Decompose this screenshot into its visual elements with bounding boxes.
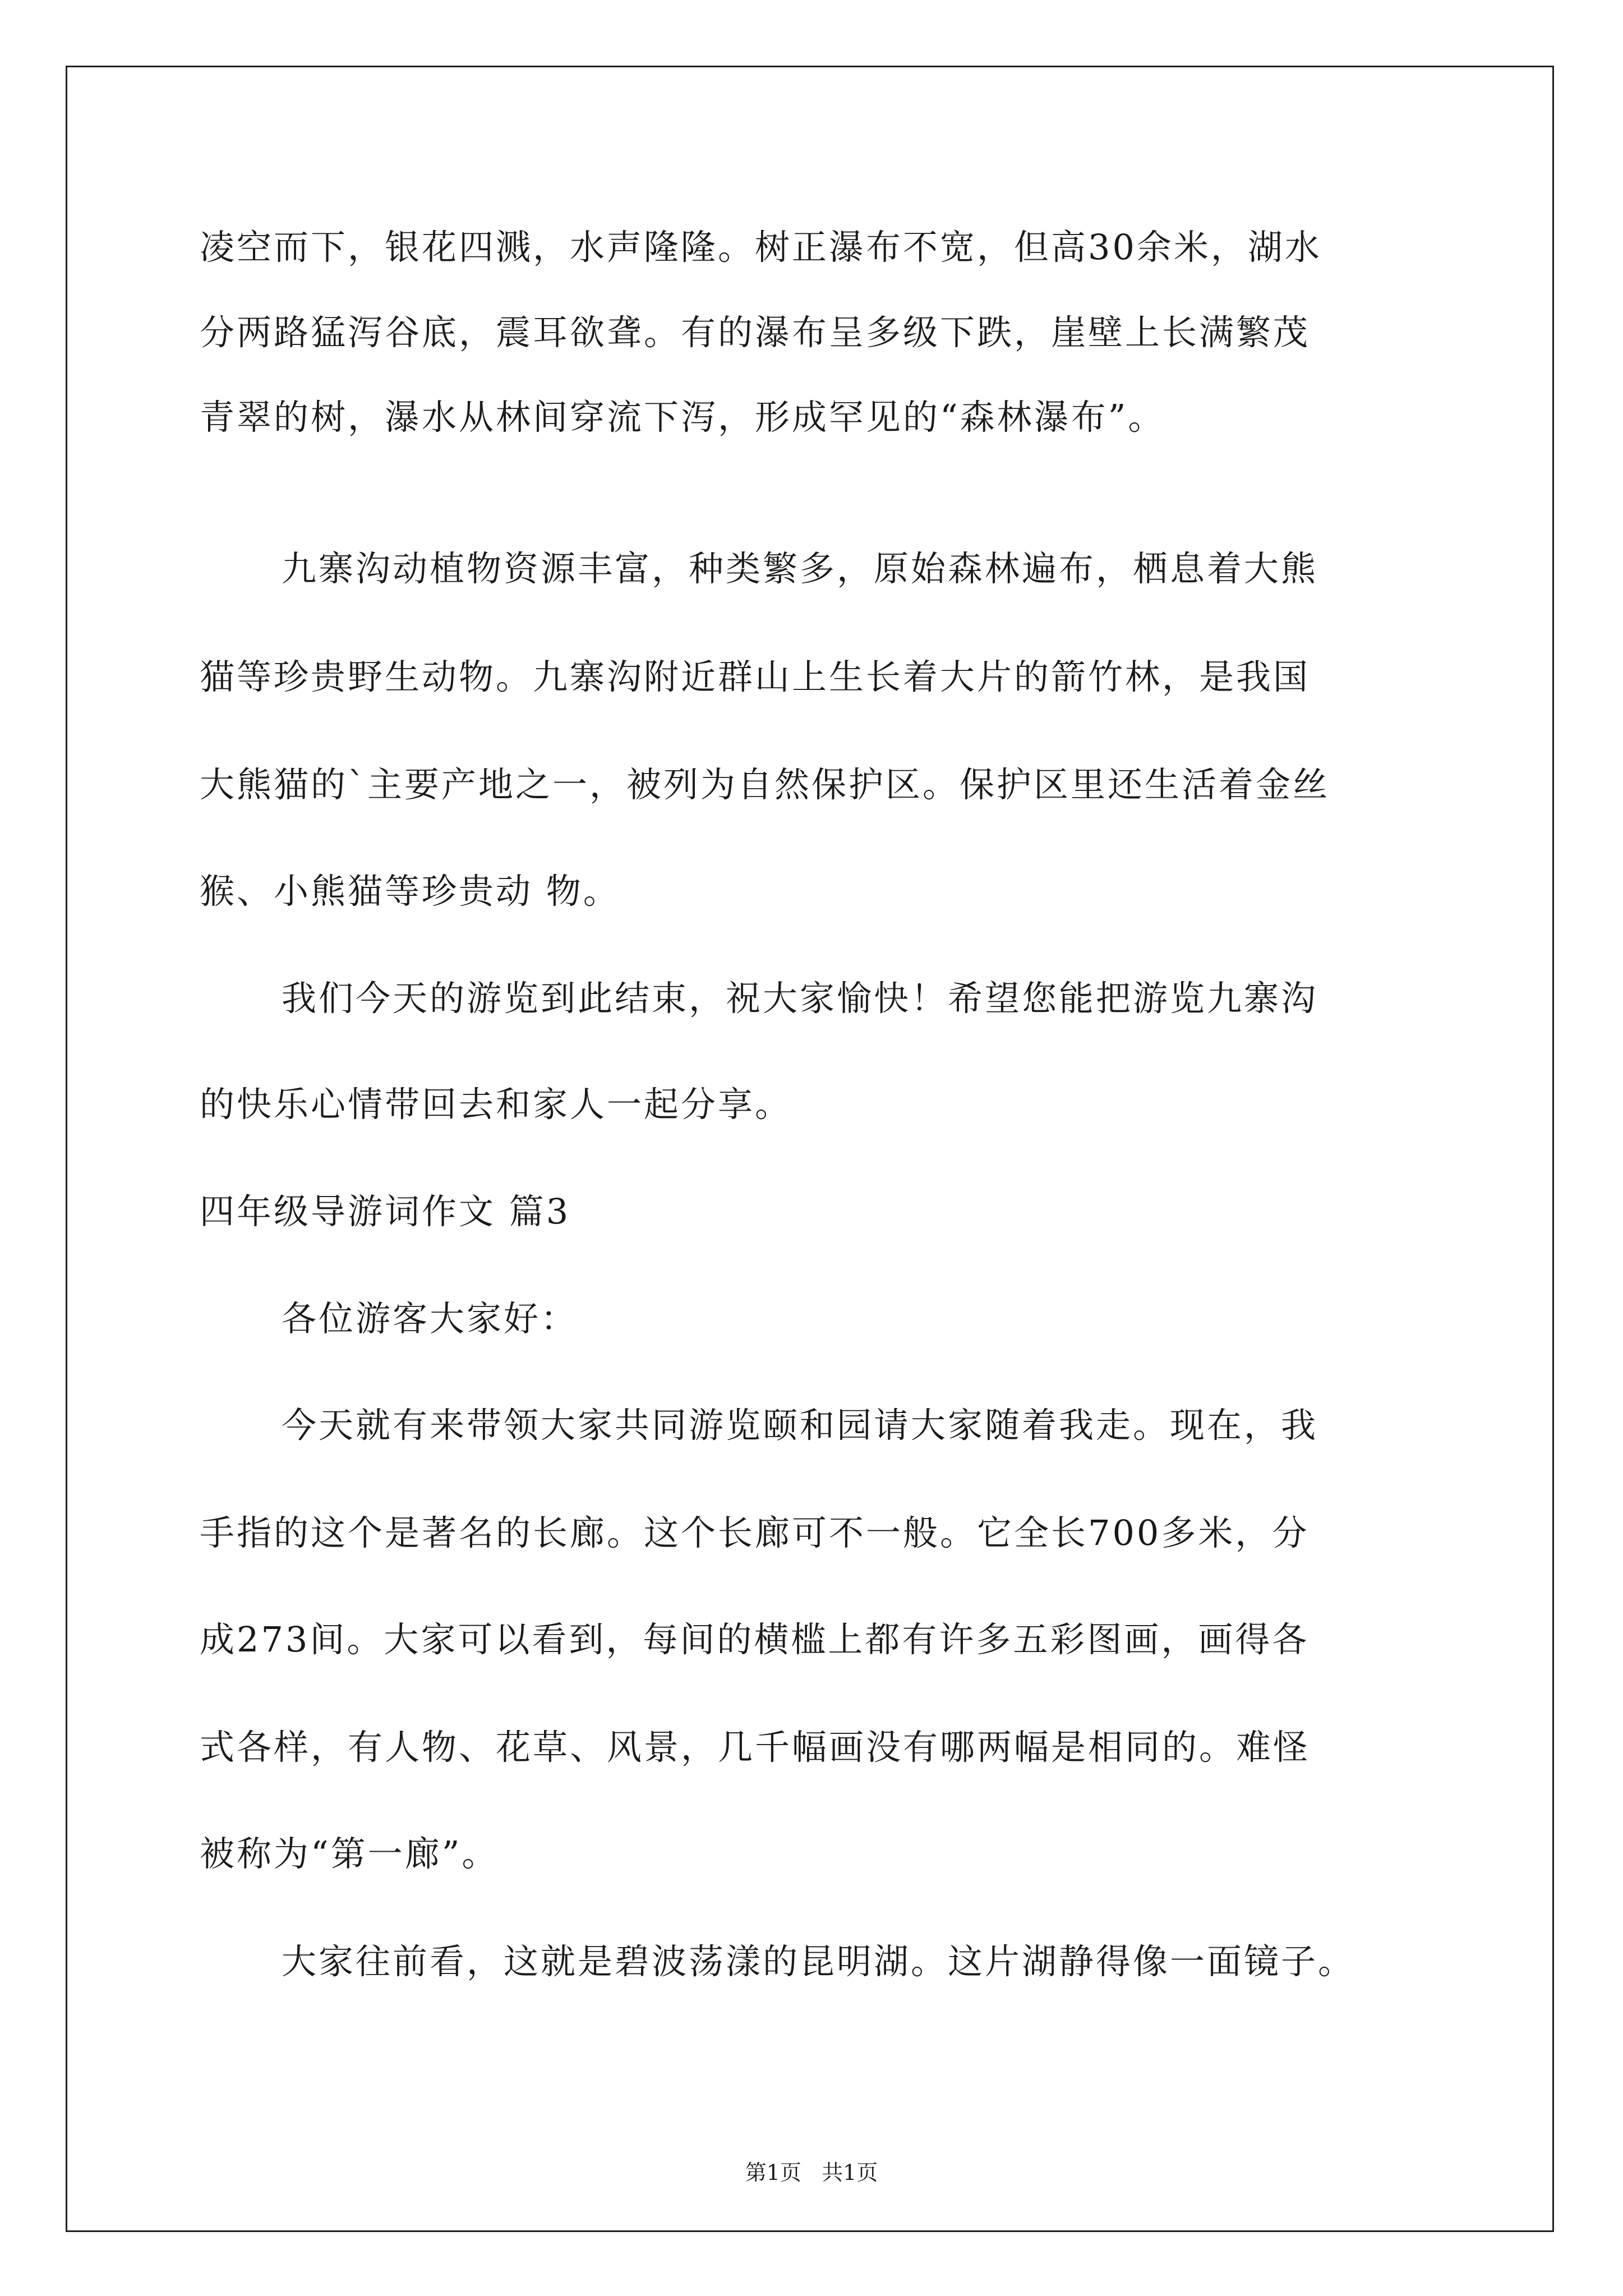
page-border: [66, 66, 1554, 2232]
greeting: 各位游客大家好：: [282, 1298, 578, 1339]
paragraph-line: 我们今天的游览到此结束，祝大家愉快！希望您能把游览九寨沟: [282, 978, 1318, 1019]
paragraph-line: 手指的这个是著名的长廊。这个长廊可不一般。它全长700多米，分: [200, 1512, 1310, 1553]
paragraph-line: 分两路猛泻谷底，震耳欲聋。有的瀑布呈多级下跌，崖壁上长满繁茂: [200, 312, 1311, 353]
paragraph-line: 被称为“第一廊”。: [200, 1833, 499, 1874]
paragraph-line: 猫等珍贵野生动物。九寨沟附近群山上生长着大片的箭竹林，是我国: [200, 656, 1311, 697]
paragraph-line: 青翠的树，瀑水从林间穿流下泻，形成罕见的“森林瀑布”。: [200, 397, 1165, 438]
paragraph-line: 九寨沟动植物资源丰富，种类繁多，原始森林遍布，栖息着大熊: [282, 548, 1318, 589]
paragraph-line: 的快乐心情带回去和家人一起分享。: [200, 1084, 792, 1125]
paragraph-line: 式各样，有人物、花草、风景，几千幅画没有哪两幅是相同的。难怪: [200, 1727, 1311, 1768]
section-heading: 四年级导游词作文 篇3: [200, 1191, 571, 1232]
paragraph-line: 大家往前看，这就是碧波荡漾的昆明湖。这片湖静得像一面镜子。: [282, 1941, 1355, 1982]
paragraph-line: 凌空而下，银花四溅，水声隆隆。树正瀑布不宽，但高30余米，湖水: [200, 227, 1322, 268]
page-footer: 第1页 共1页: [745, 2160, 878, 2185]
paragraph-line: 猴、小熊猫等珍贵动 物。: [200, 871, 620, 912]
paragraph-line: 成273间。大家可以看到，每间的横槛上都有许多五彩图画，画得各: [200, 1619, 1310, 1660]
paragraph-line: 大熊猫的`主要产地之一，被列为自然保护区。保护区里还生活着金丝: [200, 764, 1330, 805]
paragraph-line: 今天就有来带领大家共同游览颐和园请大家随着我走。现在，我: [282, 1405, 1318, 1446]
